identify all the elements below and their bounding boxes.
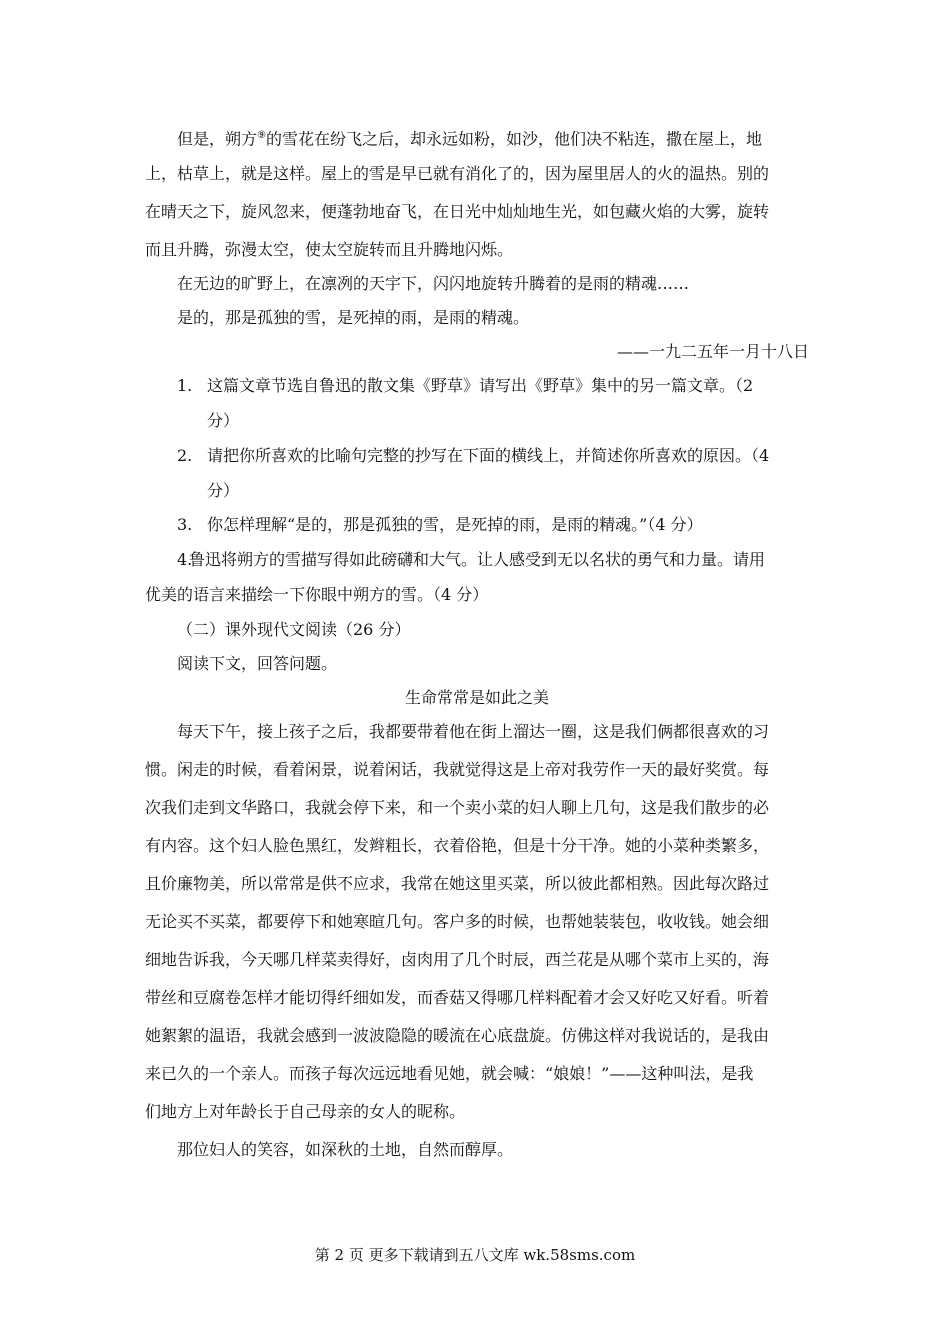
question-2-number: 2. xyxy=(177,446,193,465)
article-line-2: 惯。闲走的时候，看着闲景，说着闲话，我就觉得这是上帝对我劳作一天的最好奖赏。每 xyxy=(145,760,770,779)
passage1-para-2: 在无边的旷野上，在凛冽的天宇下，闪闪地旋转升腾着的是雨的精魂…… xyxy=(177,274,690,293)
question-2-text: 请把你所喜欢的比喻句完整的抄写在下面的横线上，并简述你所喜欢的原因。（4 xyxy=(207,446,770,465)
question-1-text: 这篇文章节选自鲁迅的散文集《野草》请写出《野草》集中的另一篇文章。（2 xyxy=(207,376,754,395)
passage1-line-1: 但是，朔方⑨的雪花在纷飞之后，却永远如粉，如沙，他们决不粘连，撒在屋上，地 xyxy=(177,129,762,149)
article-line-10: 来已久的一个亲人。而孩子每次远远地看见她，就会喊：“娘娘！”——这种叫法，是我 xyxy=(145,1064,754,1083)
passage1-line-4: 而且升腾，弥漫太空，使太空旋转而且升腾地闪烁。 xyxy=(145,240,514,259)
article-line-1: 每天下午，接上孩子之后，我都要带着他在街上溜达一圈，这是我们俩都很喜欢的习 xyxy=(177,722,770,741)
footnote-mark: ⑨ xyxy=(257,130,266,141)
article-line-5: 且价廉物美，所以常常是供不应求，我常在她这里买菜，所以彼此都相熟。因此每次路过 xyxy=(145,874,770,893)
article-para-2: 那位妇人的笑容，如深秋的土地，自然而醇厚。 xyxy=(177,1140,514,1159)
question-3-number: 3. xyxy=(177,515,193,534)
article-line-4: 有内容。这个妇人脸色黑红，发辫粗长，衣着俗艳，但是十分干净。她的小菜种类繁多， xyxy=(145,836,770,855)
page-footer: 第 2 页 更多下载请到五八文库 wk.58sms.com xyxy=(314,1246,636,1264)
article-line-8: 带丝和豆腐卷怎样才能切得纤细如发，而香菇又得哪几样料配着才会又好吃又好看。听着 xyxy=(145,988,770,1007)
passage1-para-3: 是的，那是孤独的雪，是死掉的雨，是雨的精魂。 xyxy=(177,308,530,327)
question-1-cont: 分） xyxy=(207,411,240,430)
article-line-7: 细地告诉我，今天哪几样菜卖得好，卤肉用了几个时辰，西兰花是从哪个菜市上买的，海 xyxy=(145,950,770,969)
passage1-line-2: 上，枯草上，就是这样。屋上的雪是早已就有消化了的，因为屋里居人的火的温热。别的 xyxy=(145,164,770,183)
section2-heading: （二）课外现代文阅读（26 分） xyxy=(177,620,411,639)
question-4-text: 鲁迅将朔方的雪描写得如此磅礴和大气。让人感受到无以名状的勇气和力量。请用 xyxy=(189,550,766,569)
question-1-number: 1. xyxy=(177,376,193,395)
article-line-11: 们地方上对年龄长于自己母亲的女人的昵称。 xyxy=(145,1102,466,1121)
passage1-line-3: 在晴天之下，旋风忽来，便蓬勃地奋飞，在日光中灿灿地生光，如包藏火焰的大雾，旋转 xyxy=(145,202,770,221)
article-line-9: 她絮絮的温语，我就会感到一波波隐隐的暖流在心底盘旋。仿佛这样对我说话的，是我由 xyxy=(145,1026,770,1045)
article-title: 生命常常是如此之美 xyxy=(404,688,549,707)
question-3-text: 你怎样理解“是的，那是孤独的雪，是死掉的雨，是雨的精魂。”（4 分） xyxy=(207,515,703,534)
article-line-6: 无论买不买菜，都要停下和她寒暄几句。客户多的时候，也帮她装装包，收收钱。她会细 xyxy=(145,912,770,931)
question-4-number: 4. xyxy=(177,550,193,569)
section2-instruction: 阅读下文，回答问题。 xyxy=(177,654,338,673)
article-line-3: 次我们走到文华路口，我就会停下来，和一个卖小菜的妇人聊上几句，这是我们散步的必 xyxy=(145,798,770,817)
question-4-cont: 优美的语言来描绘一下你眼中朔方的雪。（4 分） xyxy=(145,585,489,604)
passage1-date: ——一九二五年一月十八日 xyxy=(616,342,809,361)
question-2-cont: 分） xyxy=(207,481,240,500)
